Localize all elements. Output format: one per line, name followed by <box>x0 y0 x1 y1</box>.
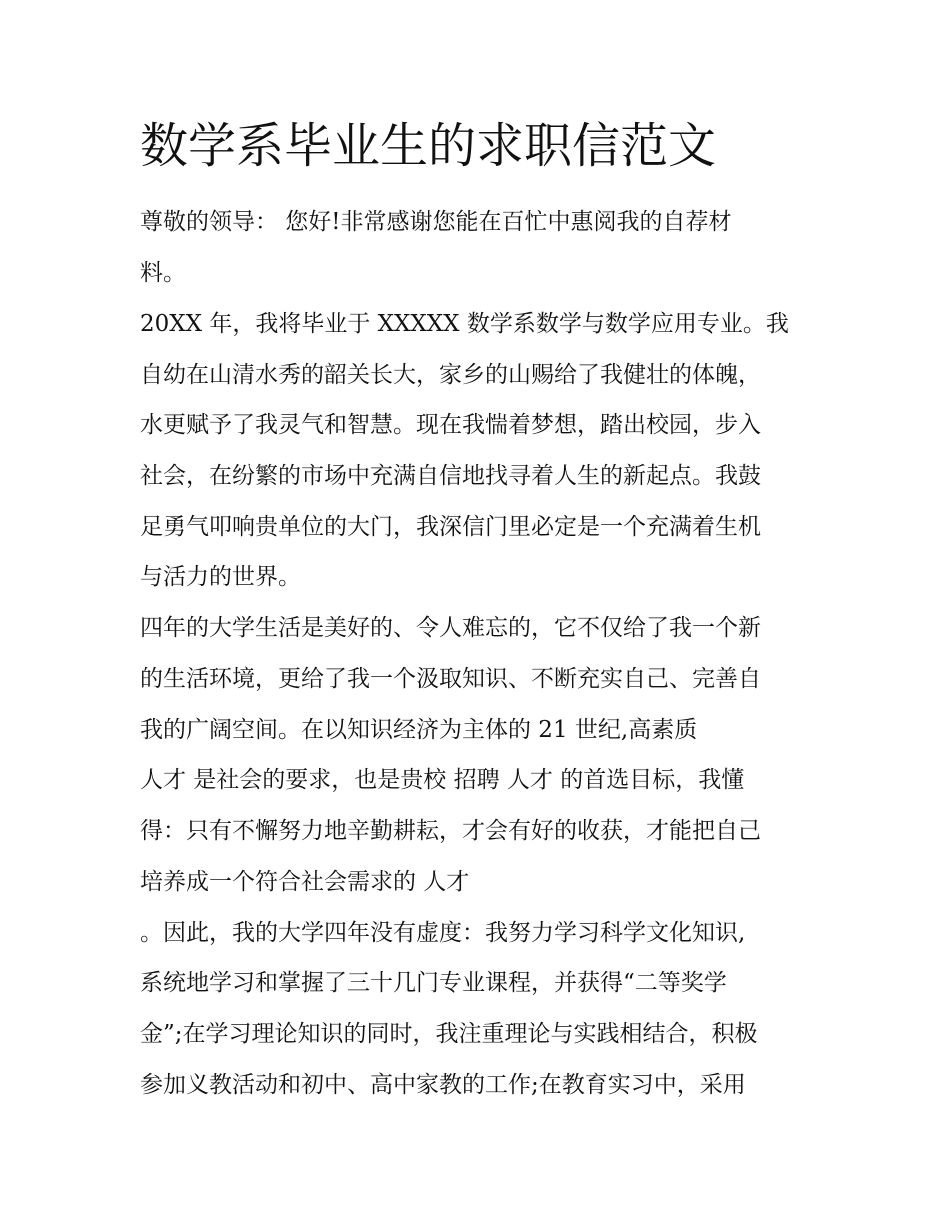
body-line: 培养成一个符合社会需求的 人才 <box>140 869 470 895</box>
body-line: 。因此，我的大学四年没有虚度：我努力学习科学文化知识, <box>140 920 746 946</box>
body-line: 水更赋予了我灵气和智慧。现在我惴着梦想，踏出校园，步入 <box>140 412 761 438</box>
body-line: 尊敬的领导： 您好!非常感谢您能在百忙中惠阅我的自荐材 <box>140 209 732 235</box>
body-line: 四年的大学生活是美好的、令人难忘的，它不仅给了我一个新 <box>140 615 761 641</box>
body-line: 的生活环境，更给了我一个汲取知识、不断充实自己、完善自 <box>140 666 761 692</box>
body-line: 料。 <box>140 260 186 286</box>
body-line: 参加义教活动和初中、高中家教的工作;在教育实习中，采用 <box>140 1072 746 1098</box>
body-line: 20XX 年，我将毕业于 XXXXX 数学系数学与数学应用专业。我 <box>140 311 789 337</box>
body-line: 社会，在纷繁的市场中充满自信地找寻着人生的新起点。我鼓 <box>140 463 761 489</box>
body-line: 我的广阔空间。在以知识经济为主体的 21 世纪,高素质 <box>140 717 698 743</box>
body-line: 系统地学习和掌握了三十几门专业课程，并获得“二等奖学 <box>140 970 727 996</box>
body-line: 金”;在学习理论知识的同时，我注重理论与实践相结合，积极 <box>140 1021 758 1047</box>
body-line: 人才 是社会的要求，也是贵校 招聘 人才 的首选目标，我懂 <box>140 767 745 793</box>
body-line: 得：只有不懈努力地辛勤耕耘，才会有好的收获，才能把自己 <box>140 818 761 844</box>
body-line: 与活力的世界。 <box>140 564 301 590</box>
body-line: 自幼在山清水秀的韶关长大，家乡的山赐给了我健壮的体魄， <box>140 362 761 388</box>
document-title: 数学系毕业生的求职信范文 <box>140 118 717 174</box>
body-line: 足勇气叩响贵单位的大门，我深信门里必定是一个充满着生机 <box>140 514 761 540</box>
